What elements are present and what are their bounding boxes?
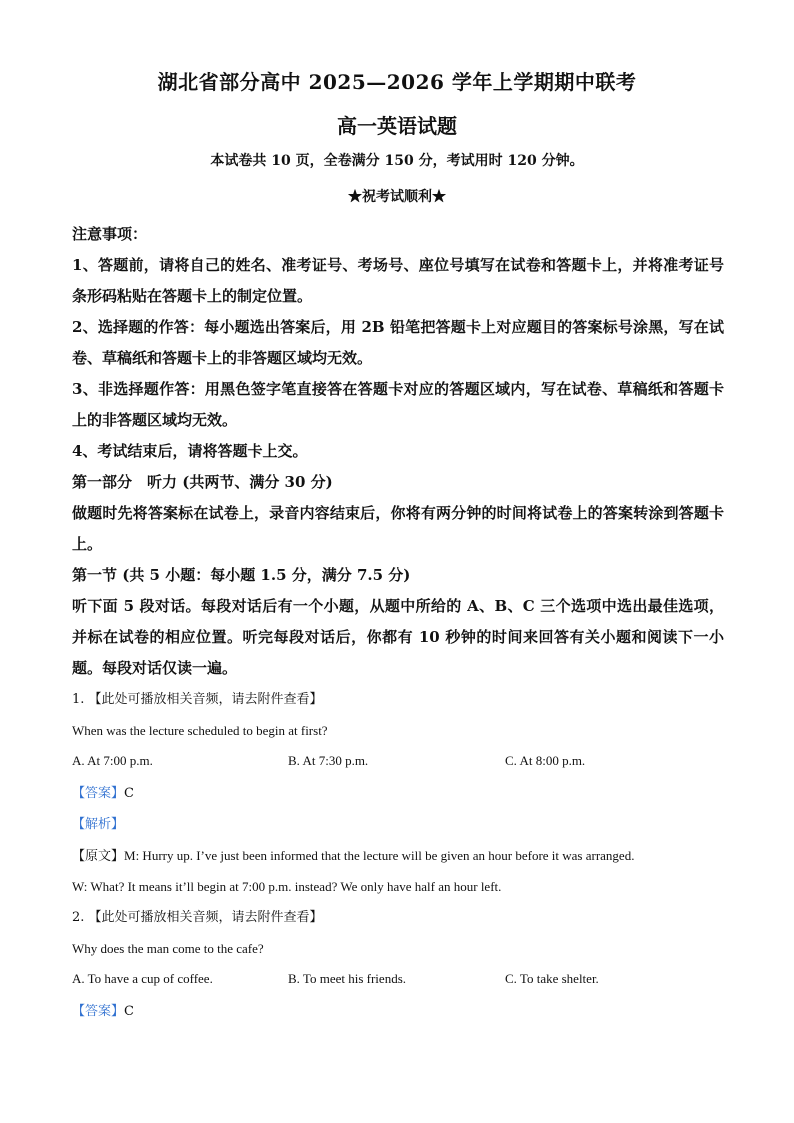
transcript-line: M: Hurry up. I’ve just been informed that the lecture will be given an hour before it was arranged. xyxy=(124,848,635,863)
question-number: 2. xyxy=(72,910,85,925)
question-1-transcript-2: W: What? It means it’ll begin at 7:00 p.m. instead? We only have half an hour left. xyxy=(72,879,502,894)
exam-title: 湖北省部分高中 2025—2026 学年上学期期中联考 xyxy=(157,70,637,94)
note-1: 1、答题前，请将自己的姓名、准考证号、考场号、座位号填写在试卷和答题卡上，并将准考证号条形码粘贴在答题卡上的制定位置。 xyxy=(72,256,724,305)
part1-heading: 第一部分 听力 (共两节、满分 30 分) xyxy=(72,473,333,491)
exam-subject: 高一英语试题 xyxy=(337,114,457,138)
part1-instruction: 做题时先将答案标在试卷上，录音内容结束后，你将有两分钟的时间将试卷上的答案转涂到答题卡上。 xyxy=(72,504,724,553)
question-1-analysis xyxy=(72,815,124,835)
question-1-option-b: B. At 7:30 p.m. xyxy=(288,753,369,768)
good-luck-line: ★祝考试顺利★ xyxy=(348,189,446,205)
question-number: 1. xyxy=(72,692,85,707)
question-1-option-a: A. At 7:00 p.m. xyxy=(72,753,153,768)
question-1-header xyxy=(72,690,323,710)
question-1-stem: When was the lecture scheduled to begin at first? xyxy=(72,723,328,738)
notes-heading: 注意事项： xyxy=(72,225,148,243)
note-3: 3、非选择题作答：用黑色签字笔直接答在答题卡对应的答题区域内，写在试卷、草稿纸和答题卡上的非答题区域均无效。 xyxy=(72,380,724,429)
section1-heading: 第一节 (共 5 小题：每小题 1.5 分，满分 7.5 分) xyxy=(72,566,411,584)
question-1-answer xyxy=(72,784,134,804)
audio-note: 【此处可播放相关音频，请去附件查看】 xyxy=(88,910,323,925)
note-4: 4、考试结束后，请将答题卡上交。 xyxy=(72,442,308,460)
answer-tag: 【答案】 xyxy=(72,786,125,801)
answer-value: C xyxy=(124,786,134,801)
question-1-option-c: C. At 8:00 p.m. xyxy=(505,753,586,768)
question-2-option-b: B. To meet his friends. xyxy=(288,971,407,986)
section1-instruction: 听下面 5 段对话。每段对话后有一个小题，从题中所给的 A、B、C 三个选项中选出最佳选项，并标在试卷的相应位置。听完每段对话后，你都有 10 秒钟的时间来回答有关小题和阅读下一小题。每段对话仅读一遍。 xyxy=(72,597,724,677)
transcript-tag: 【原文】 xyxy=(72,849,125,864)
answer-value: C xyxy=(124,1004,134,1019)
exam-info: 本试卷共 10 页，全卷满分 150 分，考试用时 120 分钟。 xyxy=(210,153,584,169)
question-1-transcript-1 xyxy=(72,846,634,867)
question-2-stem: Why does the man come to the cafe? xyxy=(72,941,264,956)
analysis-tag: 【解析】 xyxy=(72,817,125,832)
question-2-option-a: A. To have a cup of coffee. xyxy=(72,971,213,986)
question-2-option-c: C. To take shelter. xyxy=(505,971,599,986)
answer-tag: 【答案】 xyxy=(72,1004,125,1019)
note-2: 2、选择题的作答：每小题选出答案后，用 2B 铅笔把答题卡上对应题目的答案标号涂黑，写在试卷、草稿纸和答题卡上的非答题区域均无效。 xyxy=(72,318,724,367)
question-2-answer xyxy=(72,1002,134,1022)
question-2-header xyxy=(72,908,323,928)
audio-note: 【此处可播放相关音频，请去附件查看】 xyxy=(88,692,323,707)
